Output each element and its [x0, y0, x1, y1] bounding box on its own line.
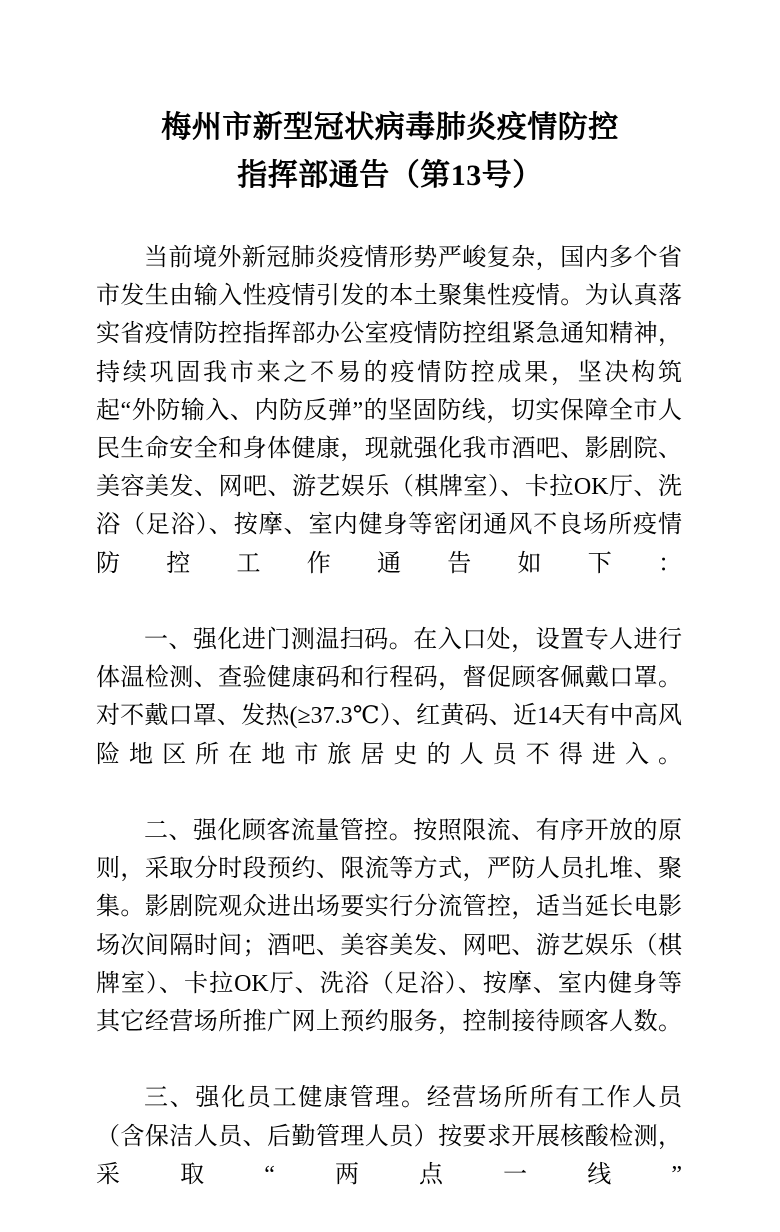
document-body: [96, 239, 682, 1232]
paragraph-preamble: 当前境外新冠肺炎疫情形势严峻复杂，国内多个省市发生由输入性疫情引发的本土聚集性疫情。为认真落实省疫情防控指挥部办公室疫情防控组紧急通知精神，持续巩固我市来之不易的疫情防控成果，坚决构筑起“外防输入、内防反弹”的坚固防线，切实保障全市人民生命安全和身体健康，现就强化我市酒吧、影剧院、美容美发、网吧、游艺娱乐（棋牌室）、卡拉OK厅、洗浴（足浴）、按摩、室内健身等密闭通风不良场所疫情防控工作通告如下：: [96, 245, 682, 577]
title-line-2: 指挥部通告（第13号）: [237, 159, 543, 192]
document-title: [96, 104, 684, 200]
title-line-1: 梅州市新型冠状病毒肺炎疫情防控: [161, 111, 619, 144]
paragraph-item-3: 三、强化员工健康管理。经营场所所有工作人员（含保洁人员、后勤管理人员）按要求开展核酸检测，采取“两点一线”: [96, 1085, 682, 1188]
paragraph-item-2: 二、强化顾客流量管控。按照限流、有序开放的原则，采取分时段预约、限流等方式，严防人员扎堆、聚集。影剧院观众进出场要实行分流管控，适当延长电影场次间隔时间；酒吧、美容美发、网吧、游艺娱乐（棋牌室）、卡拉OK厅、洗浴（足浴）、按摩、室内健身等其它经营场所推广网上预约服务，控制接待顾客人数。: [96, 818, 682, 1036]
paragraph-item-1: 一、强化进门测温扫码。在入口处，设置专人进行体温检测、查验健康码和行程码，督促顾客佩戴口罩。对不戴口罩、发热(≥37.3℃）、红黄码、近14天有中高风险地区所在地市旅居史的人员不得进入。: [96, 627, 682, 768]
